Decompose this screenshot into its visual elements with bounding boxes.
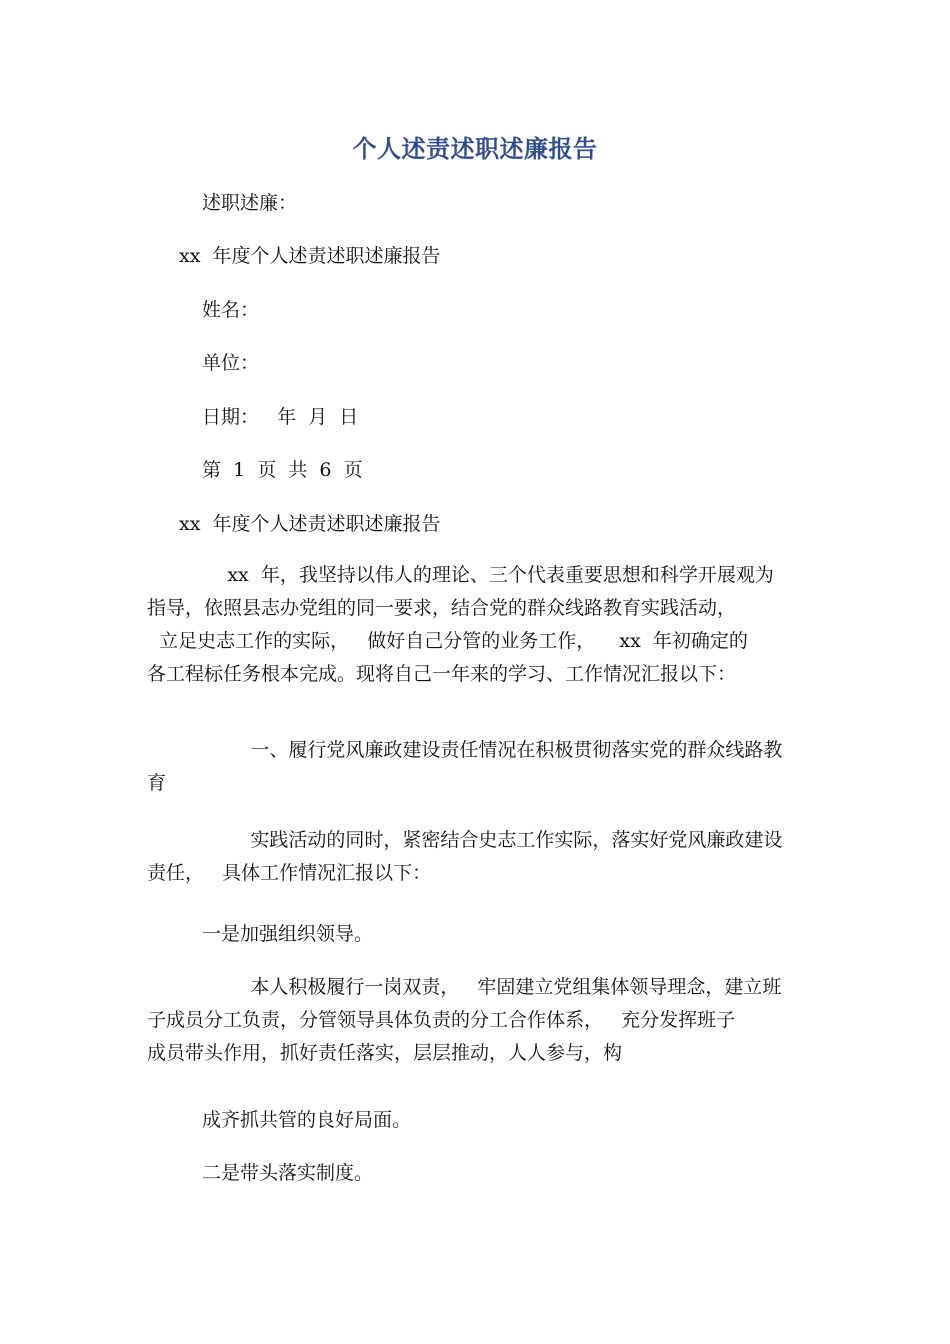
subtitle-repeat-line: xx 年度个人述责述职述廉报告 <box>179 513 441 535</box>
text-line: 各工程标任务根本完成。现将自己一年来的学习、工作情况汇报以下： <box>147 663 737 685</box>
paragraph-responsibility <box>147 974 807 1066</box>
page-info-line: 第 1 页 共 6 页 <box>202 459 363 481</box>
name-line: 姓名： <box>202 299 260 321</box>
text-line: 责任， 具体工作情况汇报以下： <box>147 862 432 884</box>
text-line: 子成员分工负责，分管领导具体负责的分工合作体系， 充分发挥班子 <box>147 1009 736 1031</box>
text-line: 本人积极履行一岗双责， 牢固建立党组集体领导理念，建立班 <box>202 976 782 998</box>
text-line: 育 <box>147 772 167 794</box>
point-two: 二是带头落实制度。 <box>202 1162 374 1184</box>
paragraph-practice <box>147 827 807 886</box>
text-line: 成员带头作用，抓好责任落实，层层推动，人人参与，构 <box>147 1042 623 1064</box>
subtitle-line: xx 年度个人述责述职述廉报告 <box>179 245 441 267</box>
paragraph-continuation: 成齐抓共管的良好局面。 <box>202 1109 412 1131</box>
text-line: 一、履行党风廉政建设责任情况在积极贯彻落实党的群众线路教 <box>202 739 783 761</box>
category-line: 述职述廉： <box>202 192 298 214</box>
date-line: 日期： 年 月 日 <box>202 406 359 428</box>
document-title: 个人述责述职述廉报告 <box>352 135 598 163</box>
text-line: 实践活动的同时，紧密结合史志工作实际，落实好党风廉政建设 <box>202 829 783 851</box>
unit-line: 单位： <box>202 352 260 374</box>
paragraph-section-one <box>147 737 807 796</box>
text-line: 立足史志工作的实际， 做好自己分管的业务工作， xx 年初确定的 <box>147 630 748 652</box>
text-line: xx 年，我坚持以伟人的理论、三个代表重要思想和科学开展观为 <box>179 564 774 586</box>
text-line: 指导，依照县志办党组的同一要求，结合党的群众线路教育实践活动， <box>147 597 737 619</box>
point-one: 一是加强组织领导。 <box>202 923 374 945</box>
paragraph-intro <box>147 562 807 687</box>
